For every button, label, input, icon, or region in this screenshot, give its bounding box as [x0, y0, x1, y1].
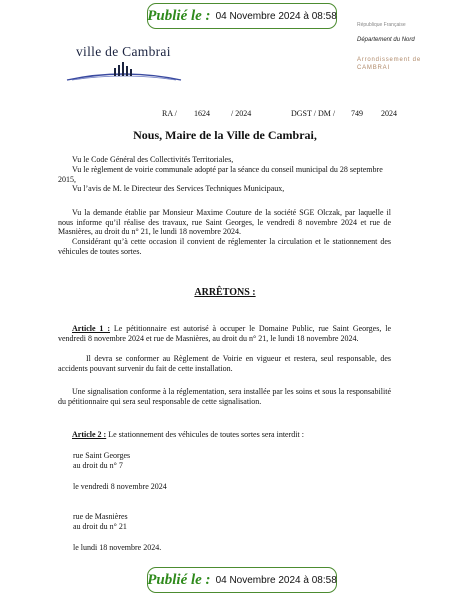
location1-number: au droit du n° 7 — [73, 461, 123, 470]
considerant: Considérant qu’à cette occasion il convient de réglementer la circulation et le stationnement des véhicules de toutes sortes. — [58, 237, 391, 256]
article1-responsibility: Il devra se conformer au Règlement de Voirie en vigueur et restera, seul responsable, des accidents pouvant survenir du fait de cette installation. — [58, 354, 391, 373]
ra-number: 1624 — [194, 109, 210, 118]
cambrai-logo — [64, 44, 184, 82]
location1-street: rue Saint Georges — [73, 451, 131, 460]
published-label: Publié le : — [147, 571, 211, 588]
published-stamp-top — [147, 3, 337, 29]
published-label: Publié le : — [147, 7, 211, 24]
arretons-heading: ARRÊTONS : — [194, 287, 256, 298]
vu-cgct: Vu le Code Général des Collectivités Territoriales, — [72, 155, 234, 164]
page-title: Nous, Maire de la Ville de Cambrai, — [133, 128, 317, 142]
article1-text: Le pétitionnaire est autorisé à occuper le Domaine Public, rue Saint Georges, le vendredi 8 novembre 2024 et rue de Masnières, au droit du n° 21, le lundi 18 novembre 2024. — [58, 324, 391, 343]
departement-nord: Département du Nord — [357, 37, 415, 43]
article1-paragraph — [58, 324, 391, 343]
location2-date: le lundi 18 novembre 2024. — [73, 543, 162, 552]
location1-date: le vendredi 8 novembre 2024 — [73, 482, 167, 491]
dgst-number: 749 — [351, 109, 363, 118]
vu-reglement: Vu le règlement de voirie communale adopté par la séance du conseil municipal du 28 septembre 2015, — [58, 165, 383, 184]
article2-text: Le stationnement des véhicules de toutes sortes sera interdit : — [106, 430, 304, 439]
vu-avis: Vu l’avis de M. le Directeur des Services Techniques Municipaux, — [72, 184, 285, 193]
vu-demande: Vu la demande établie par Monsieur Maxime Couture de la société SGE Olczak, par laquelle il nous informe qu’il réalise des travaux, rue Saint Georges, le vendredi 8 novembre 2024 et rue de Masnières, au droit du n° 21, le lundi 18 novembre 2024. — [58, 208, 391, 236]
arrondissement — [357, 56, 421, 72]
article2-paragraph — [58, 430, 391, 440]
article1-signalisation: Une signalisation conforme à la réglementation, sera installée par les soins et sous la responsabilité du pétitionnaire qui sera seul responsable de cette signalisation. — [58, 387, 391, 406]
location2-number: au droit du n° 21 — [73, 522, 127, 531]
ra-year: / 2024 — [231, 109, 252, 118]
arrondissement-line1: Arrondissement de — [357, 57, 421, 63]
location2-street: rue de Masnières — [73, 512, 128, 521]
logo-text: ville de Cambrai — [76, 44, 171, 59]
published-stamp-bottom — [147, 567, 337, 593]
dgst-year: 2024 — [381, 109, 397, 118]
published-date: 04 Novembre 2024 à 08:58 — [215, 574, 337, 586]
article1-label: Article 1 : — [72, 324, 110, 333]
published-date: 04 Novembre 2024 à 08:58 — [215, 10, 337, 22]
article2-label: Article 2 : — [72, 430, 107, 439]
dgst-label: DGST / DM / — [291, 109, 336, 118]
republique-francaise: République Française — [357, 22, 406, 28]
arrondissement-line2: CAMBRAI — [357, 65, 390, 71]
belfry-skyline-icon — [64, 58, 184, 82]
ra-label: RA / — [162, 109, 177, 118]
